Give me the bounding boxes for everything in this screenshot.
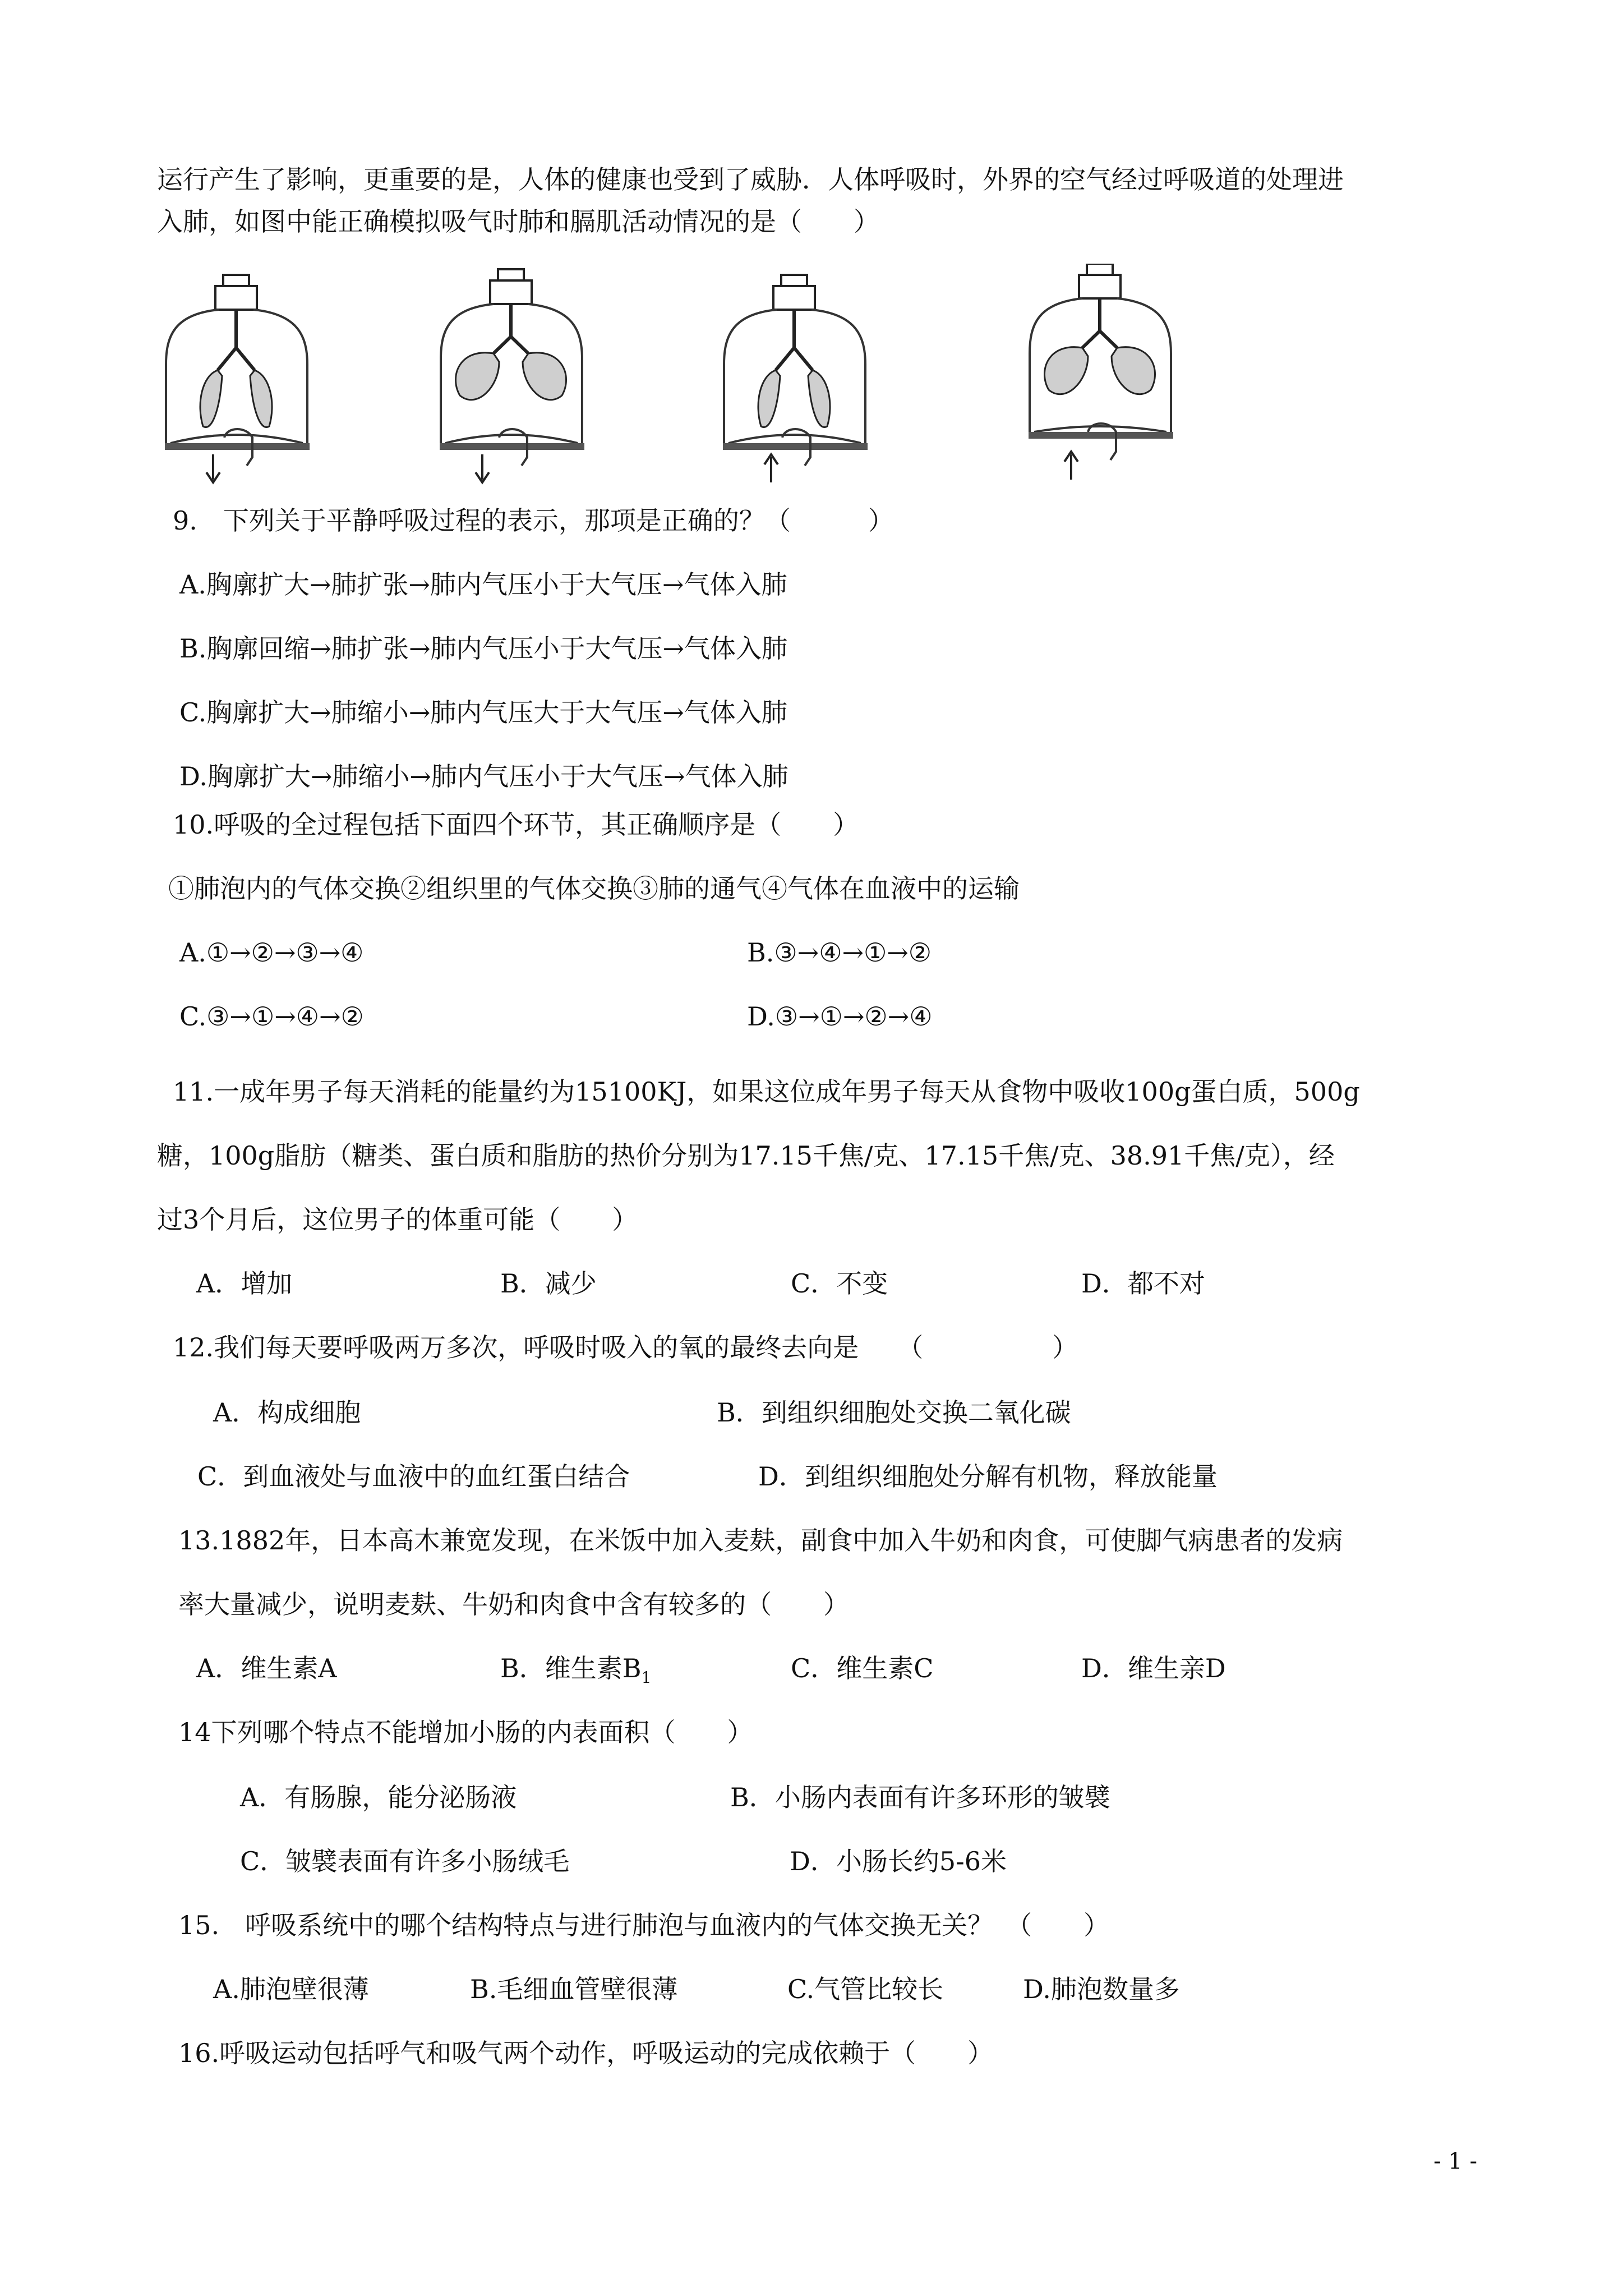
q10-stem: 10.呼吸的全过程包括下面四个环节，其正确顺序是（ ） (173, 809, 859, 840)
q11-line-3: 过3个月后，这位男子的体重可能（ ） (157, 1204, 638, 1235)
q13-option-b-text: B．维生素B (500, 1653, 642, 1683)
bell-jar-lung-models-figure (151, 264, 1217, 494)
q15-option-c: C.气管比较长 (787, 1974, 944, 2004)
q9-option-b: B.胸廓回缩→肺扩张→肺内气压小于大气压→气体入肺 (179, 633, 788, 664)
bell-jar-model-a (165, 275, 310, 482)
q16-stem: 16.呼吸运动包括呼气和吸气两个动作，呼吸运动的完成依赖于（ ） (178, 2038, 994, 2068)
q11-option-a: A．增加 (196, 1268, 293, 1299)
q13-line-2: 率大量减少，说明麦麸、牛奶和肉食中含有较多的（ ） (178, 1589, 849, 1619)
bell-jar-model-b (440, 269, 584, 482)
q15-option-a: A.肺泡壁很薄 (213, 1974, 369, 2004)
bell-jar-model-d (1029, 264, 1173, 480)
q11-option-c: C．不变 (791, 1268, 888, 1299)
q15-stem: 15. 呼吸系统中的哪个结构特点与进行肺泡与血液内的气体交换无关？ （ ） (178, 1910, 1110, 1940)
bell-jar-model-c (723, 275, 868, 482)
q11-line-2: 糖，100g脂肪（糖类、蛋白质和脂肪的热价分别为17.15千焦/克、17.15千焦/克、38.91千焦/克），经 (157, 1140, 1335, 1171)
q12-option-d: D．到组织细胞处分解有机物，释放能量 (758, 1461, 1218, 1492)
q15-option-b: B.毛细血管壁很薄 (470, 1974, 678, 2004)
q14-option-b: B．小肠内表面有许多环形的皱襞 (730, 1782, 1110, 1812)
q11-option-d: D．都不对 (1081, 1268, 1205, 1299)
q10-option-b: B.③→④→①→② (747, 937, 932, 968)
q13-option-d: D．维生亲D (1081, 1653, 1226, 1683)
q14-option-d: D．小肠长约5-6米 (790, 1846, 1007, 1876)
q14-option-a: A．有肠腺，能分泌肠液 (240, 1782, 517, 1812)
q14-option-c: C．皱襞表面有许多小肠绒毛 (240, 1846, 570, 1876)
q13-option-c: C．维生素C (791, 1653, 934, 1683)
q13-option-b (500, 1651, 651, 1695)
q9-option-d: D.胸廓扩大→肺缩小→肺内气压小于大气压→气体入肺 (179, 761, 789, 792)
q9-option-a: A.胸廓扩大→肺扩张→肺内气压小于大气压→气体入肺 (179, 569, 787, 600)
q10-option-d: D.③→①→②→④ (747, 1001, 933, 1032)
q10-option-a: A.①→②→③→④ (179, 937, 364, 968)
q14-stem: 14下列哪个特点不能增加小肠的内表面积（ ） (178, 1717, 753, 1747)
q9-stem: 9. 下列关于平静呼吸过程的表示，那项是正确的？（ ） (173, 505, 894, 536)
q9-option-c: C.胸廓扩大→肺缩小→肺内气压大于大气压→气体入肺 (179, 697, 787, 728)
q12-stem: 12.我们每天要呼吸两万多次，呼吸时吸入的氧的最终去向是 （ ） (173, 1332, 1078, 1363)
intro-line-2: 入肺，如图中能正确模拟吸气时肺和膈肌活动情况的是（ ） (157, 206, 879, 237)
q10-items: ①肺泡内的气体交换②组织里的气体交换③肺的通气④气体在血液中的运输 (168, 873, 1020, 904)
q10-option-c: C.③→①→④→② (179, 1001, 364, 1032)
q12-option-c: C．到血液处与血液中的血红蛋白结合 (197, 1461, 630, 1492)
page-number: - 1 - (1433, 2148, 1477, 2174)
q13-option-b-subscript: 1 (641, 1668, 652, 1687)
q11-option-b: B．减少 (500, 1268, 597, 1299)
q13-line-1: 13.1882年，日本高木兼宽发现，在米饭中加入麦麸，副食中加入牛奶和肉食，可使脚气病患者的发病 (178, 1525, 1343, 1556)
q15-option-d: D.肺泡数量多 (1023, 1974, 1180, 2004)
intro-line-1: 运行产生了影响，更重要的是，人体的健康也受到了威胁．人体呼吸时，外界的空气经过呼吸道的处理进 (157, 164, 1344, 195)
q11-line-1: 11.一成年男子每天消耗的能量约为15100KJ，如果这位成年男子每天从食物中吸收100g蛋白质，500g (173, 1076, 1360, 1107)
q12-option-a: A．构成细胞 (213, 1397, 361, 1428)
q12-option-b: B．到组织细胞处交换二氧化碳 (717, 1397, 1071, 1428)
q13-option-a: A．维生素A (196, 1653, 337, 1683)
